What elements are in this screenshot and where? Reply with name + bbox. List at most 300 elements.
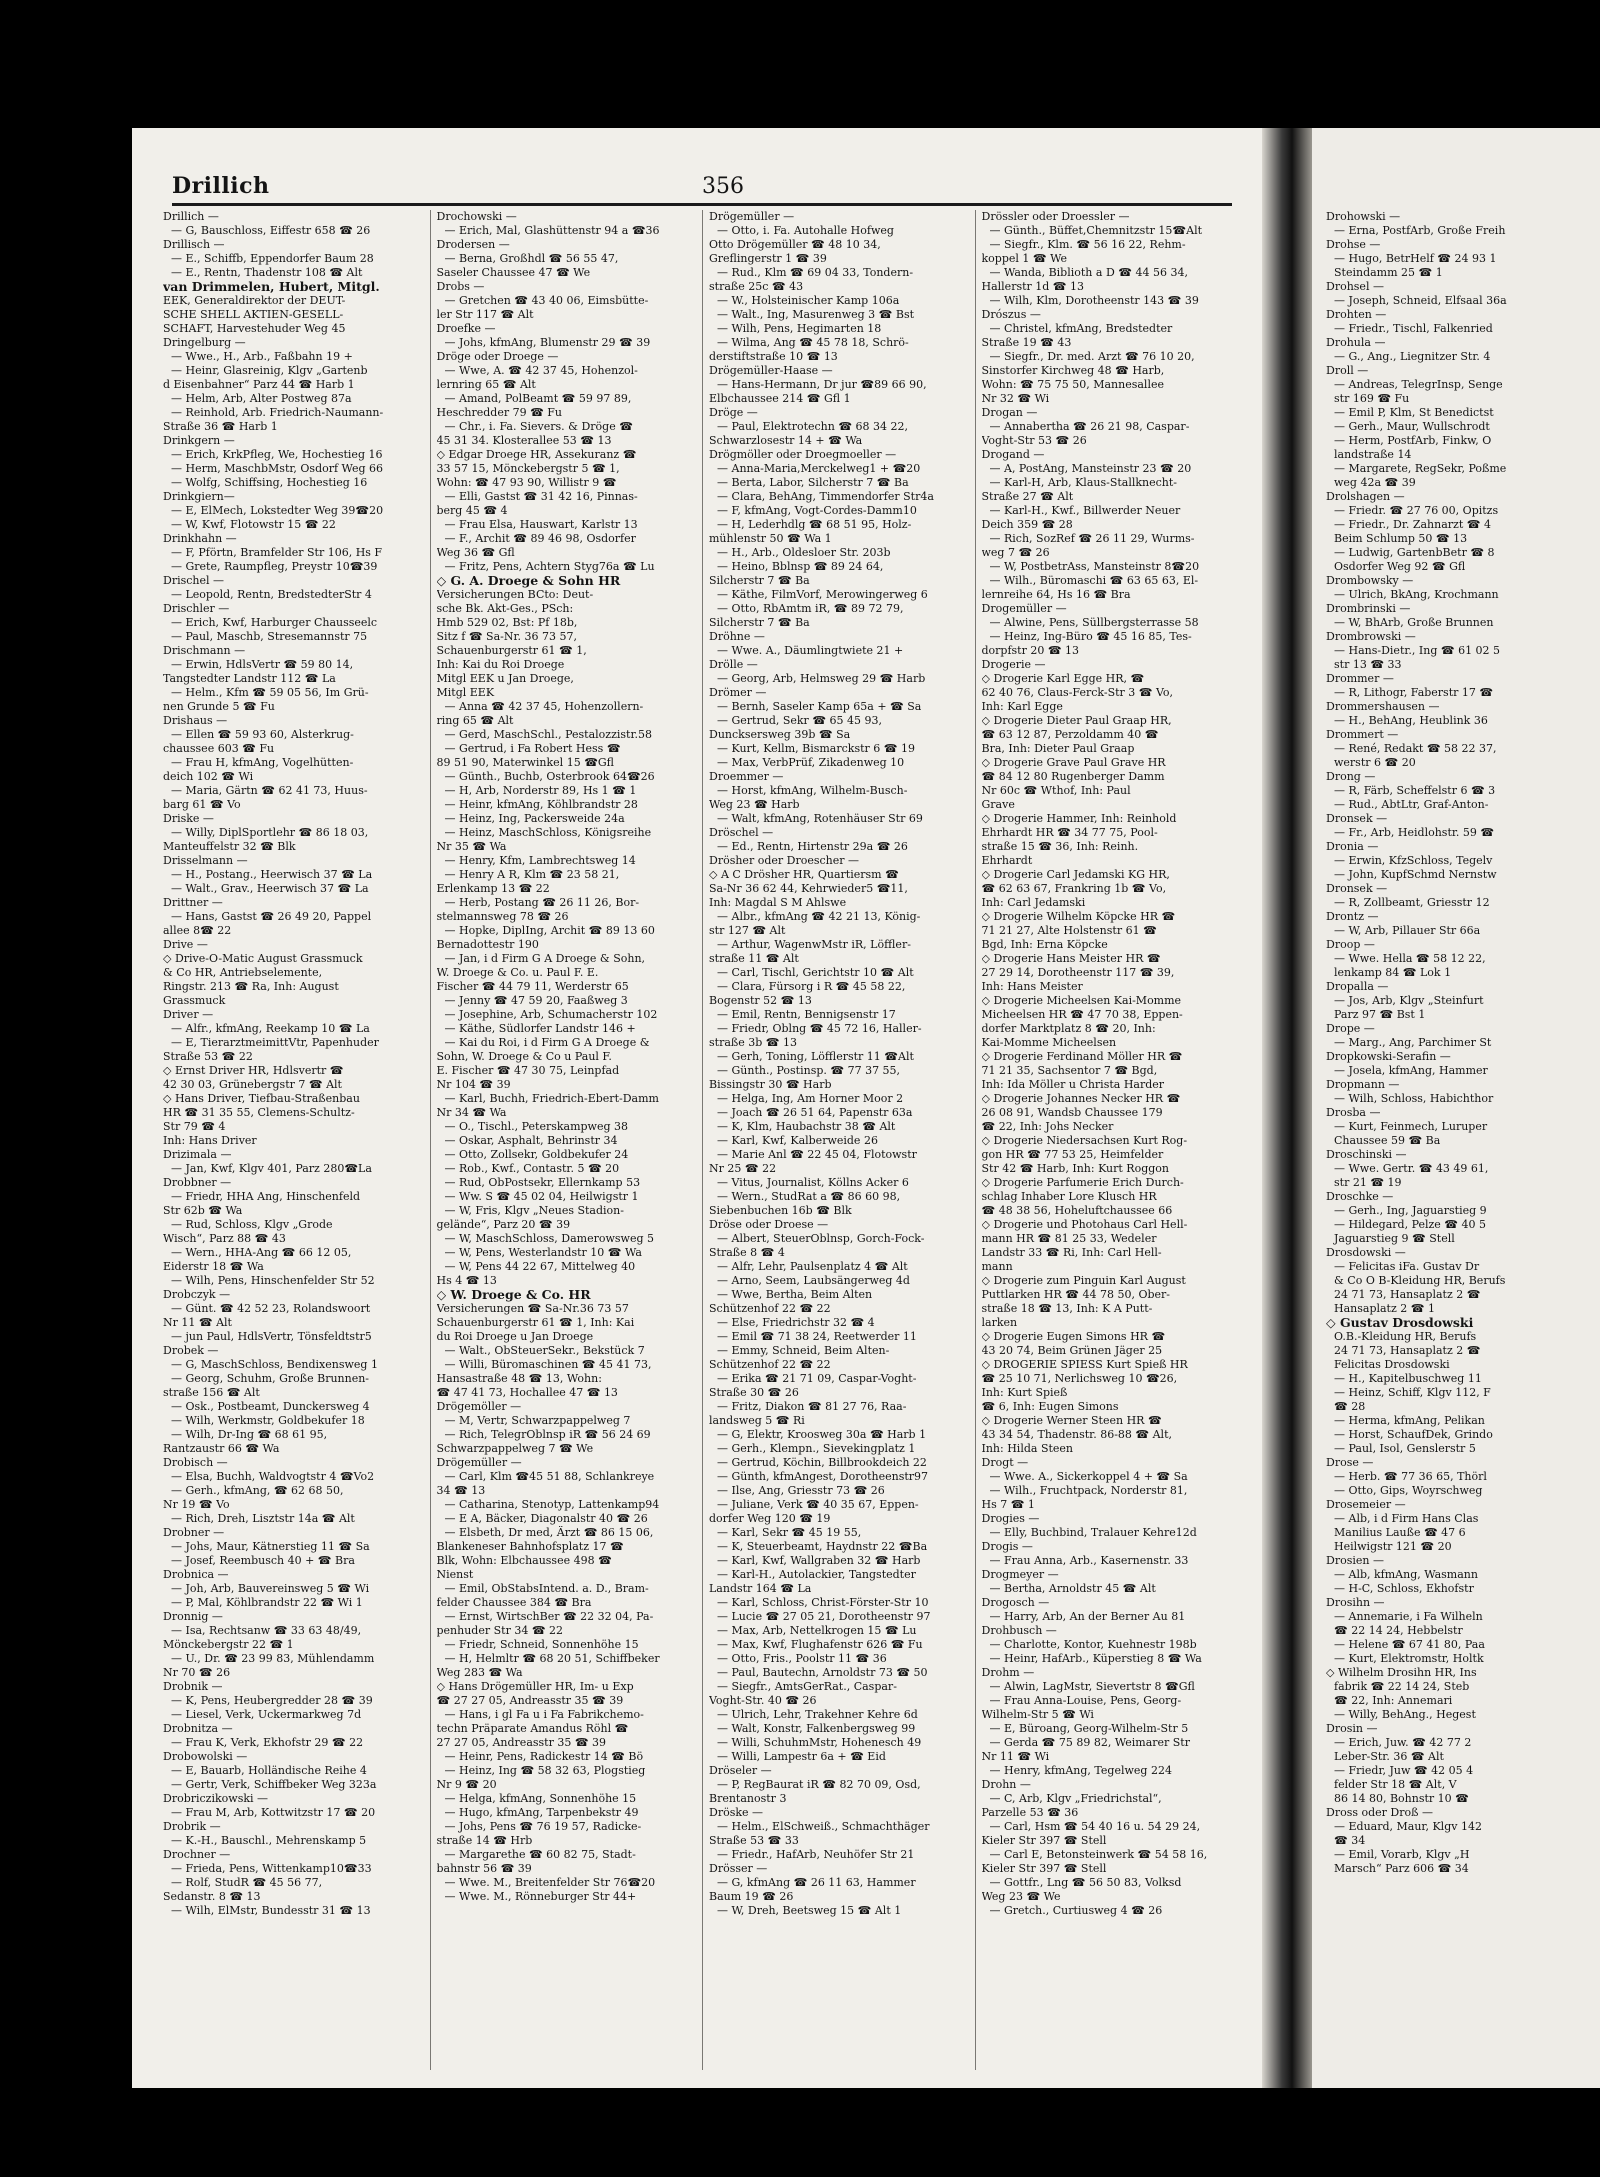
directory-entry-line: Nr 34 ☎ Wa	[436, 1106, 507, 1119]
directory-entry-line: — Rud, Schloss, Klgv „Grode	[171, 1218, 333, 1231]
directory-entry-line: — Clara, Fürsorg i R ☎ 45 58 22,	[717, 980, 906, 993]
directory-entry-line: Manteuffelstr 32 ☎ Blk	[163, 840, 296, 853]
directory-entry-line: — Wwe. A., Sickerkoppel 4 + ☎ Sa	[989, 1470, 1188, 1483]
directory-columns	[157, 210, 1247, 2070]
directory-entry-line: — Gertrud, i Fa Robert Hess ☎	[444, 742, 621, 755]
right-entry-line: landstraße 14	[1334, 448, 1412, 461]
right-entry-line: weg 42a ☎ 39	[1334, 476, 1416, 489]
directory-entry-line: Nienst	[436, 1568, 474, 1581]
right-entry-line: — R, Lithogr, Faberstr 17 ☎	[1334, 686, 1494, 699]
directory-entry-line: — Walt, Konstr, Falkenbergsweg 99	[717, 1722, 916, 1735]
right-entry-line: Drontz —	[1326, 910, 1379, 923]
right-entry-line: Manilius Lauße ☎ 47 6	[1334, 1526, 1466, 1539]
directory-entry-line: Drodersen —	[436, 238, 510, 251]
right-entry-line: Beim Schlump 50 ☎ 13	[1334, 532, 1468, 545]
directory-entry-line: — Paul, Elektrotechn ☎ 68 34 22,	[717, 420, 909, 433]
directory-entry-line: — Marie Anl ☎ 22 45 04, Flotowstr	[717, 1148, 917, 1161]
directory-entry-line: — Isa, Rechtsanw ☎ 33 63 48/49,	[171, 1624, 362, 1637]
directory-entry-line: Nr 70 ☎ 26	[163, 1666, 231, 1679]
directory-entry-line: Dronnig —	[163, 1610, 223, 1623]
right-entry-line: Drosemeier —	[1326, 1498, 1406, 1511]
right-entry-line: — John, KupfSchmd Nernstw	[1334, 868, 1497, 881]
directory-entry-line: Otto Drögemüller ☎ 48 10 34,	[709, 238, 881, 251]
right-entry-line: Drosba —	[1326, 1106, 1381, 1119]
right-entry-line: Drosdowski —	[1326, 1246, 1406, 1259]
right-directory-page	[1312, 128, 1600, 2088]
directory-entry-line: — Wwe. A., Däumlingtwiete 21 +	[717, 644, 904, 657]
directory-entry-line: Str 79 ☎ 4	[163, 1120, 226, 1133]
directory-entry-line: — Paul, Bautechn, Arnoldstr 73 ☎ 50	[717, 1666, 928, 1679]
directory-entry-line: — Frau Anna, Arb., Kasernenstr. 33	[989, 1554, 1189, 1567]
right-entry-line: Dronia —	[1326, 840, 1379, 853]
right-entry-line: — H., BehAng, Heublink 36	[1334, 714, 1488, 727]
right-entry-line: Dronsek —	[1326, 812, 1388, 825]
directory-entry-line: berg 45 ☎ 4	[436, 504, 508, 517]
directory-entry-line: penhuder Str 34 ☎ 22	[436, 1624, 564, 1637]
right-entry-line: — Andreas, TelegrInsp, Senge	[1334, 378, 1503, 391]
directory-entry-line: barg 61 ☎ Vo	[163, 798, 241, 811]
directory-entry-line: — W, Kwf, Flotowstr 15 ☎ 22	[171, 518, 336, 531]
right-entry-line: Drohsel —	[1326, 280, 1384, 293]
directory-entry-line: Drögmöller oder Droegmoeller —	[709, 448, 897, 461]
directory-entry-line: — Otto, Zollsekr, Goldbekufer 24	[444, 1148, 629, 1161]
directory-entry-line: Drillich —	[163, 210, 219, 223]
directory-entry-line: Driske —	[163, 812, 214, 825]
directory-entry-line: Drochner —	[163, 1848, 231, 1861]
right-entry-line: Chaussee 59 ☎ Ba	[1334, 1134, 1441, 1147]
right-entry-line: Drolshagen —	[1326, 490, 1405, 503]
directory-entry-line: — Elsbeth, Dr med, Ärzt ☎ 86 15 06,	[444, 1526, 654, 1539]
directory-entry-line: — Berna, Großhdl ☎ 56 55 47,	[444, 252, 619, 265]
directory-entry-line: — Albr., kfmAng ☎ 42 21 13, König-	[717, 910, 921, 923]
directory-entry-line: 71 21 27, Alte Holstenstr 61 ☎	[981, 924, 1157, 937]
directory-entry-line: — Alfr., kfmAng, Reekamp 10 ☎ La	[171, 1022, 370, 1035]
directory-entry-line: 34 ☎ 13	[436, 1484, 486, 1497]
directory-entry-line: Drogies —	[981, 1512, 1040, 1525]
directory-entry-line: — Ellen ☎ 59 93 60, Alsterkrug-	[171, 728, 354, 741]
directory-entry-line: Deich 359 ☎ 28	[981, 518, 1073, 531]
right-entry-line: — Emil, Vorarb, Klgv „H	[1334, 1848, 1470, 1861]
directory-entry-line: 43 34 54, Thadenstr. 86-88 ☎ Alt,	[981, 1428, 1172, 1441]
directory-entry-line: — Amand, PolBeamt ☎ 59 97 89,	[444, 392, 632, 405]
directory-entry-line: Dröske —	[709, 1806, 764, 1819]
directory-entry-line: — H, Helmltr ☎ 68 20 51, Schiffbeker	[444, 1652, 660, 1665]
right-entry-line: Drohse —	[1326, 238, 1381, 251]
right-entry-line: Drosihn —	[1326, 1596, 1385, 1609]
right-entry-line: Felicitas Drosdowski	[1334, 1358, 1450, 1371]
directory-entry-line: Drohbusch —	[981, 1624, 1057, 1637]
directory-entry-line: Nr 11 ☎ Wi	[981, 1750, 1050, 1763]
directory-entry-line: Schützenhof 22 ☎ 22	[709, 1302, 831, 1315]
right-entry-line: — Emil P, Klm, St Benedictst	[1334, 406, 1494, 419]
right-entry-line: — Ulrich, BkAng, Krochmann	[1334, 588, 1499, 601]
directory-entry-line: — Rich, TelegrOblnsp iR ☎ 56 24 69	[444, 1428, 651, 1441]
directory-entry-line: — Frau M, Arb, Kottwitzstr 17 ☎ 20	[171, 1806, 376, 1819]
directory-entry-line: — Günth, kfmAngest, Dorotheenstr97	[717, 1470, 929, 1483]
directory-entry-line: Inh: Hilda Steen	[981, 1442, 1074, 1455]
directory-entry-line: — Berta, Labor, Silcherstr 7 ☎ Ba	[717, 476, 909, 489]
directory-entry-line: — Wern., HHA-Ang ☎ 66 12 05,	[171, 1246, 352, 1259]
directory-entry-line: Driver —	[163, 1008, 214, 1021]
directory-entry-line: derstiftstraße 10 ☎ 13	[709, 350, 838, 363]
directory-entry-line: — Karl, Kwf, Kalberweide 26	[717, 1134, 878, 1147]
directory-entry-line: Mönckebergstr 22 ☎ 1	[163, 1638, 294, 1651]
directory-entry-line: — Fritz, Pens, Achtern Styg76a ☎ Lu	[444, 560, 655, 573]
directory-entry-line: — Käthe, FilmVorf, Merowingerweg 6	[717, 588, 928, 601]
directory-entry-line: — Heinr, Pens, Radickestr 14 ☎ Bö	[444, 1750, 644, 1763]
right-entry-line: Heilwigstr 121 ☎ 20	[1334, 1540, 1452, 1553]
right-entry-line: Drommer —	[1326, 672, 1394, 685]
directory-entry-line: ☎ 63 12 87, Perzoldamm 40 ☎	[981, 728, 1159, 741]
directory-entry-line: straße 14 ☎ Hrb	[436, 1834, 533, 1847]
directory-entry-line: Hmb 529 02, Bst: Pf 18b,	[436, 616, 578, 629]
directory-entry-line: lernring 65 ☎ Alt	[436, 378, 536, 391]
directory-entry-line: Straße 8 ☎ 4	[709, 1246, 785, 1259]
directory-entry-line: — F, Pförtn, Bramfelder Str 106, Hs F	[171, 546, 383, 559]
right-entry-line: ☎ 22, Inh: Annemari	[1334, 1694, 1453, 1707]
directory-entry-line: Inh: Hans Meister	[981, 980, 1083, 993]
directory-entry-line: deich 102 ☎ Wi	[163, 770, 254, 783]
directory-entry-line: straße 15 ☎ 36, Inh: Reinh.	[981, 840, 1139, 853]
right-entry-line: — Herb. ☎ 77 36 65, Thörl	[1334, 1470, 1487, 1483]
directory-entry-line: — Osk., Postbeamt, Dunckersweg 4	[171, 1400, 370, 1413]
directory-entry-line: — G, kfmAng ☎ 26 11 63, Hammer	[717, 1876, 916, 1889]
directory-entry-line: mühlenstr 50 ☎ Wa 1	[709, 532, 832, 545]
directory-entry-line: — Lucie ☎ 27 05 21, Dorotheenstr 97	[717, 1610, 931, 1623]
directory-entry-line: — Max, VerbPrüf, Zikadenweg 10	[717, 756, 905, 769]
directory-entry-line: felder Chaussee 384 ☎ Bra	[436, 1596, 592, 1609]
directory-entry-line: ◇ Hans Drögemüller HR, Im- u Exp	[436, 1680, 634, 1693]
directory-entry-line: dorpfstr 20 ☎ 13	[981, 644, 1080, 657]
directory-entry-line: — Karl-H., Autolackier, Tangstedter	[717, 1568, 916, 1581]
directory-entry-line: Inh: Magdal S M Ahlswe	[709, 896, 847, 909]
directory-entry-line: ◇ Drogerie Wilhelm Köpcke HR ☎	[981, 910, 1176, 923]
directory-entry-line: Schwarzlosestr 14 + ☎ Wa	[709, 434, 863, 447]
right-entry-line: — Alb, i d Firm Hans Clas	[1334, 1512, 1479, 1525]
directory-entry-line: — Wern., StudRat a ☎ 86 60 98,	[717, 1190, 901, 1203]
directory-entry-line: — Gerh., Klempn., Sievekingplatz 1	[717, 1442, 916, 1455]
directory-entry-line: & Co HR, Antriebselemente,	[163, 966, 323, 979]
directory-entry-line: straße 18 ☎ 13, Inh: K A Putt-	[981, 1302, 1153, 1315]
directory-entry-line: ◇ Drive-O-Matic August Grassmuck	[163, 952, 363, 965]
right-entry-line: — Wwe. Hella ☎ 58 12 22,	[1334, 952, 1486, 965]
right-entry-line: — Paul, Isol, Genslerstr 5	[1334, 1442, 1476, 1455]
directory-entry-line: ◇ Drogerie Ferdinand Möller HR ☎	[981, 1050, 1183, 1063]
directory-entry-line: — Johs, kfmAng, Blumenstr 29 ☎ 39	[444, 336, 651, 349]
directory-entry-line: — Wilh., Fruchtpack, Norderstr 81,	[989, 1484, 1188, 1497]
directory-entry-line: Drobowolski —	[163, 1750, 248, 1763]
right-entry-line: — Wwe. Gertr. ☎ 43 49 61,	[1334, 1162, 1489, 1175]
directory-entry-line: Sitz f ☎ Sa-Nr. 36 73 57,	[436, 630, 577, 643]
directory-entry-line: — Erika ☎ 21 71 09, Caspar-Voght-	[717, 1372, 917, 1385]
directory-entry-line: Drishaus —	[163, 714, 228, 727]
directory-entry-line: chaussee 603 ☎ Fu	[163, 742, 275, 755]
directory-entry-line: Drószus —	[981, 308, 1041, 321]
right-entry-line: — Ludwig, GartenbBetr ☎ 8	[1334, 546, 1495, 559]
directory-entry-line: Drillisch —	[163, 238, 225, 251]
directory-entry-line: — Friedr, Schneid, Sonnenhöhe 15	[444, 1638, 639, 1651]
directory-entry-line: Weg 23 ☎ Harb	[709, 798, 800, 811]
directory-entry-line: koppel 1 ☎ We	[981, 252, 1068, 265]
directory-entry-line: sche Bk. Akt-Ges., PSch:	[436, 602, 574, 615]
right-entry-line: Drosien —	[1326, 1554, 1384, 1567]
right-entry-line: — Gerh., Maur, Wullschrodt	[1334, 420, 1490, 433]
directory-entry-line: — W, Pens 44 22 67, Mittelweg 40	[444, 1260, 636, 1273]
directory-entry-line: Drobisch —	[163, 1456, 228, 1469]
directory-entry-line: Hs 7 ☎ 1	[981, 1498, 1035, 1511]
directory-entry-line: Drögemöller —	[436, 1400, 522, 1413]
directory-entry-line: Dröhne —	[709, 630, 765, 643]
directory-entry-line: Baum 19 ☎ 26	[709, 1890, 794, 1903]
directory-entry-line: Droefke —	[436, 322, 496, 335]
directory-entry-line: — Heinz, Ing-Büro ☎ 45 16 85, Tes-	[989, 630, 1192, 643]
directory-entry-line: — Ilse, Ang, Griesstr 73 ☎ 26	[717, 1484, 885, 1497]
directory-entry-line: — Chr., i. Fa. Sievers. & Dröge ☎	[444, 420, 633, 433]
directory-entry-line: Kieler Str 397 ☎ Stell	[981, 1862, 1107, 1875]
directory-entry-line: Drohm —	[981, 1666, 1035, 1679]
directory-entry-line: ◇ DROGERIE SPIESS Kurt Spieß HR	[981, 1358, 1188, 1371]
directory-entry-line: — Liesel, Verk, Uckermarkweg 7d	[171, 1708, 362, 1721]
directory-entry-line: gelände“, Parz 20 ☎ 39	[436, 1218, 571, 1231]
directory-entry-line: — Gertrud, Köchin, Billbrookdeich 22	[717, 1456, 927, 1469]
directory-entry-line: — Rud., Klm ☎ 69 04 33, Tondern-	[717, 266, 914, 279]
directory-entry-line: 33 57 15, Mönckebergstr 5 ☎ 1,	[436, 462, 620, 475]
directory-entry-line: — Rud, ObPostsekr, Ellernkamp 53	[444, 1176, 641, 1189]
directory-entry-line: nen Grunde 5 ☎ Fu	[163, 700, 275, 713]
directory-entry-line: — Heinz, Ing ☎ 58 32 63, Plogstieg	[444, 1764, 646, 1777]
directory-entry-line: straße 25c ☎ 43	[709, 280, 804, 293]
directory-entry-line: — Wwe. M., Breitenfelder Str 76☎20	[444, 1876, 656, 1889]
directory-entry-line: — Wilh, Pens, Hinschenfelder Str 52	[171, 1274, 375, 1287]
right-entry-line: — Gerh., Ing, Jaguarstieg 9	[1334, 1204, 1487, 1217]
directory-entry-line: — A, PostAng, Mansteinstr 23 ☎ 20	[989, 462, 1192, 475]
directory-entry-line: Puttlarken HR ☎ 44 78 50, Ober-	[981, 1288, 1171, 1301]
directory-entry-line: — C, Arb, Klgv „Friedrichstal“,	[989, 1792, 1162, 1805]
directory-entry-line: — Karl-H, Arb, Klaus-Stallknecht-	[989, 476, 1178, 489]
right-entry-line: — G., Ang., Liegnitzer Str. 4	[1334, 350, 1491, 363]
directory-entry-line: — Helga, Ing, Am Horner Moor 2	[717, 1092, 904, 1105]
directory-entry-line: — Hans-Hermann, Dr jur ☎89 66 90,	[717, 378, 927, 391]
right-entry-line: — Hans-Dietr., Ing ☎ 61 02 5	[1334, 644, 1501, 657]
directory-entry-line: straße 156 ☎ Alt	[163, 1386, 260, 1399]
directory-entry-line: allee 8☎ 22	[163, 924, 232, 937]
right-entry-line: — Helene ☎ 67 41 80, Paa	[1334, 1638, 1485, 1651]
directory-entry-line: — Elli, Gastst ☎ 31 42 16, Pinnas-	[444, 490, 638, 503]
directory-entry-line: ◇ Ernst Driver HR, Hdlsvertr ☎	[163, 1064, 344, 1077]
right-entry-line: — Friedr, Juw ☎ 42 05 4	[1334, 1764, 1474, 1777]
directory-entry-line: Nr 104 ☎ 39	[436, 1078, 511, 1091]
directory-entry-line: — Ernst, WirtschBer ☎ 22 32 04, Pa-	[444, 1610, 654, 1623]
directory-entry-line: Ehrhardt	[981, 854, 1033, 867]
right-entry-line: Steindamm 25 ☎ 1	[1334, 266, 1443, 279]
directory-entry-line: Sedanstr. 8 ☎ 13	[163, 1890, 261, 1903]
directory-entry-line: ☎ 48 38 56, Hoheluftchaussee 66	[981, 1204, 1173, 1217]
right-entry-line: — W, Arb, Pillauer Str 66a	[1334, 924, 1481, 937]
directory-entry-line: — Wilh, Dr-Ing ☎ 68 61 95,	[171, 1428, 328, 1441]
directory-entry-line: — Frau Elsa, Hauswart, Karlstr 13	[444, 518, 638, 531]
directory-entry-line: Duncksersweg 39b ☎ Sa	[709, 728, 851, 741]
right-entry-line: 86 14 80, Bohnstr 10 ☎	[1334, 1792, 1469, 1805]
directory-entry-line: Ringstr. 213 ☎ Ra, Inh: August	[163, 980, 339, 993]
directory-entry-line: — Horst, kfmAng, Wilhelm-Busch-	[717, 784, 908, 797]
directory-entry-line: Saseler Chaussee 47 ☎ We	[436, 266, 591, 279]
directory-entry-line: Drögemüller-Haase —	[709, 364, 833, 377]
directory-entry-line: — Bertha, Arnoldstr 45 ☎ Alt	[989, 1582, 1156, 1595]
directory-entry-line: — P, Mal, Köhlbrandstr 22 ☎ Wi 1	[171, 1596, 363, 1609]
directory-entry-line: Dringelburg —	[163, 336, 246, 349]
running-head: Drillich	[172, 173, 270, 199]
directory-entry-line: — Heinz, MaschSchloss, Königsreihe	[444, 826, 652, 839]
right-entry-line: Drombowsky —	[1326, 574, 1414, 587]
directory-entry-line: — Arno, Seem, Laubsängerweg 4d	[717, 1274, 910, 1287]
directory-entry-line: — Gerh., kfmAng, ☎ 62 68 50,	[171, 1484, 344, 1497]
directory-entry-line: 43 20 74, Beim Grünen Jäger 25	[981, 1344, 1163, 1357]
right-entry-line: str 13 ☎ 33	[1334, 658, 1402, 671]
directory-entry-line: — Emmy, Schneid, Beim Alten-	[717, 1344, 890, 1357]
directory-entry-line: — H, Arb, Norderstr 89, Hs 1 ☎ 1	[444, 784, 637, 797]
right-entry-line: — Fr., Arb, Heidlohstr. 59 ☎	[1334, 826, 1495, 839]
directory-entry-line: Kieler Str 397 ☎ Stell	[981, 1834, 1107, 1847]
directory-entry-line: Hallerstr 1d ☎ 13	[981, 280, 1085, 293]
directory-entry-line: du Roi Droege u Jan Droege	[436, 1330, 594, 1343]
directory-entry-line: Drive —	[163, 938, 208, 951]
directory-entry-line: ◇ Drogerie zum Pinguin Karl August	[981, 1274, 1186, 1287]
directory-entry-line: 45 31 34. Klosterallee 53 ☎ 13	[436, 434, 612, 447]
directory-entry-line: Schauenburgerstr 61 ☎ 1, Inh: Kai	[436, 1316, 635, 1329]
directory-entry-line: Straße 19 ☎ 43	[981, 336, 1072, 349]
directory-entry-line: — Jenny ☎ 47 59 20, Faaßweg 3	[444, 994, 628, 1007]
directory-entry-line: — Johs, Pens ☎ 76 19 57, Radicke-	[444, 1820, 642, 1833]
directory-entry-line: — Herm, MaschbMstr, Osdorf Weg 66	[171, 462, 384, 475]
directory-entry-line: Drobnitza —	[163, 1722, 233, 1735]
directory-entry-line: Tangstedter Landstr 112 ☎ La	[163, 672, 336, 685]
directory-entry-line: bahnstr 56 ☎ 39	[436, 1862, 532, 1875]
directory-entry-line: ring 65 ☎ Alt	[436, 714, 514, 727]
directory-entry-line: — Gretch., Curtiusweg 4 ☎ 26	[989, 1904, 1163, 1917]
right-entry-line: ☎ 34	[1334, 1834, 1366, 1847]
directory-entry-line: ◇ Drogerie Hammer, Inh: Reinhold	[981, 812, 1177, 825]
right-entry-line: Osdorfer Weg 92 ☎ Gfl	[1334, 560, 1466, 573]
right-entry-line: Drose —	[1326, 1456, 1374, 1469]
right-entry-line: Droop —	[1326, 938, 1375, 951]
directory-entry-line: Inh: Kai du Roi Droege	[436, 658, 565, 671]
directory-entry-line: Bogenstr 52 ☎ 13	[709, 994, 812, 1007]
directory-entry-line: — H., Postang., Heerwisch 37 ☎ La	[171, 868, 373, 881]
directory-entry-line: — Margarethe ☎ 60 82 75, Stadt-	[444, 1848, 636, 1861]
right-entry-line: — Kurt, Elektromstr, Holtk	[1334, 1652, 1484, 1665]
directory-entry-line: ◇ Drogerie Micheelsen Kai-Momme	[981, 994, 1182, 1007]
directory-entry-line: SCHAFT, Harvestehuder Weg 45	[163, 322, 346, 335]
directory-entry-line: Drogemüller —	[981, 602, 1067, 615]
right-entry-line: — Friedr. ☎ 27 76 00, Opitzs	[1334, 504, 1499, 517]
directory-entry-line: 27 27 05, Andreasstr 35 ☎ 39	[436, 1736, 607, 1749]
directory-entry-line: — Christel, kfmAng, Bredstedter	[989, 322, 1173, 335]
directory-entry-line: — Hopke, DiplIng, Archit ☎ 89 13 60	[444, 924, 655, 937]
left-directory-page	[132, 128, 1262, 2088]
directory-entry-line: — Rich, SozRef ☎ 26 11 29, Wurms-	[989, 532, 1195, 545]
directory-entry-line: — K, Steuerbeamt, Haydnstr 22 ☎Ba	[717, 1540, 928, 1553]
directory-entry-line: d Eisenbahner“ Parz 44 ☎ Harb 1	[163, 378, 355, 391]
right-entry-line: — Kurt, Feinmech, Luruper	[1334, 1120, 1488, 1133]
directory-entry-line: — F., Archit ☎ 89 46 98, Osdorfer	[444, 532, 636, 545]
directory-entry-line: Sohn, W. Droege & Co u Paul F.	[436, 1050, 612, 1063]
right-entry-line: — Wilh, Schloss, Habichthor	[1334, 1092, 1494, 1105]
right-entry-line: — Jos, Arb, Klgv „Steinfurt	[1334, 994, 1484, 1007]
directory-entry-line: — Siegfr., Dr. med. Arzt ☎ 76 10 20,	[989, 350, 1195, 363]
directory-entry-line: — Ulrich, Lehr, Trakehner Kehre 6d	[717, 1708, 918, 1721]
directory-entry-line: ◇ Drogerie Werner Steen HR ☎	[981, 1414, 1162, 1427]
directory-entry-line: — Annabertha ☎ 26 21 98, Caspar-	[989, 420, 1190, 433]
directory-entry-line: Str 42 ☎ Harb, Inh: Kurt Roggon	[981, 1162, 1169, 1175]
right-entry-line: & Co O B-Kleidung HR, Berufs	[1334, 1274, 1506, 1287]
directory-entry-line: Sinstorfer Kirchweg 48 ☎ Harb,	[981, 364, 1165, 377]
right-entry-line: — Horst, SchaufDek, Grindo	[1334, 1428, 1493, 1441]
directory-entry-line: — Carl, Tischl, Gerichtstr 10 ☎ Alt	[717, 966, 914, 979]
right-entry-line: 24 71 73, Hansaplatz 2 ☎	[1334, 1288, 1481, 1301]
directory-entry-line: straße 3b ☎ 13	[709, 1036, 797, 1049]
directory-entry-line: — E A, Bäcker, Diagonalstr 40 ☎ 26	[444, 1512, 648, 1525]
directory-entry-line: Straße 27 ☎ Alt	[981, 490, 1074, 503]
directory-entry-line: lernreihe 64, Hs 16 ☎ Bra	[981, 588, 1131, 601]
directory-entry-line: Versicherungen BCto: Deut-	[436, 588, 594, 601]
directory-entry-line: — W., Holsteinischer Kamp 106a	[717, 294, 900, 307]
directory-entry-line: Nr 25 ☎ 22	[709, 1162, 777, 1175]
directory-entry-line: 89 51 90, Materwinkel 15 ☎Gfl	[436, 756, 615, 769]
directory-entry-line: ◇ A C Drösher HR, Quartiersm ☎	[709, 868, 899, 881]
directory-entry-line: — Heinr, kfmAng, Köhlbrandstr 28	[444, 798, 638, 811]
directory-entry-line: Nr 32 ☎ Wi	[981, 392, 1050, 405]
directory-entry-line: 62 40 76, Claus-Ferck-Str 3 ☎ Vo,	[981, 686, 1174, 699]
directory-entry-line: HR ☎ 31 35 55, Clemens-Schultz-	[163, 1106, 355, 1119]
right-entry-line: Drohula —	[1326, 336, 1386, 349]
directory-entry-line: Versicherungen ☎ Sa-Nr.36 73 57	[436, 1302, 629, 1315]
directory-entry-line: Siebenbuchen 16b ☎ Blk	[709, 1204, 852, 1217]
directory-entry-line: — Elsa, Buchh, Waldvogtstr 4 ☎Vo2	[171, 1470, 375, 1483]
directory-entry-line: dorfer Weg 120 ☎ 19	[709, 1512, 831, 1525]
directory-entry-line: — Frau K, Verk, Ekhofstr 29 ☎ 22	[171, 1736, 364, 1749]
directory-entry-line: Drobriczikowski —	[163, 1792, 269, 1805]
directory-entry-line: — Clara, BehAng, Timmendorfer Str4a	[717, 490, 934, 503]
directory-entry-line: Drischler —	[163, 602, 230, 615]
directory-entry-line: Bra, Inh: Dieter Paul Graap	[981, 742, 1135, 755]
directory-entry-line: — Gertrud, Sekr ☎ 65 45 93,	[717, 714, 882, 727]
right-entry-line: Parz 97 ☎ Bst 1	[1334, 1008, 1426, 1021]
directory-entry-line: Drösser —	[709, 1862, 768, 1875]
directory-entry-line: — Wolfg, Schiffsing, Hochestieg 16	[171, 476, 368, 489]
directory-entry-line: stelmannsweg 78 ☎ 26	[436, 910, 569, 923]
right-entry-line: Drommershausen —	[1326, 700, 1440, 713]
right-entry-line: — Friedr., Dr. Zahnarzt ☎ 4	[1334, 518, 1491, 531]
directory-entry-line: W. Droege & Co. u. Paul F. E.	[436, 966, 599, 979]
directory-entry-line: Nr 60c ☎ Wthof, Inh: Paul	[981, 784, 1131, 797]
right-entry-line: — Alb, kfmAng, Wasmann	[1334, 1568, 1478, 1581]
directory-entry-line: ☎ 47 41 73, Hochallee 47 ☎ 13	[436, 1386, 618, 1399]
directory-entry-line: Str 62b ☎ Wa	[163, 1204, 243, 1217]
directory-entry-line: techn Präparate Amandus Röhl ☎	[436, 1722, 629, 1735]
directory-entry-line: — Gerd, MaschSchl., Pestalozzistr.58	[444, 728, 652, 741]
directory-entry-line: Voght-Str. 40 ☎ 26	[709, 1694, 817, 1707]
directory-entry-line: — Fritz, Diakon ☎ 81 27 76, Raa-	[717, 1400, 907, 1413]
directory-entry-line: — G, Bauschloss, Eiffestr 658 ☎ 26	[171, 224, 371, 237]
directory-entry-line: — Wwe, Bertha, Beim Alten	[717, 1288, 873, 1301]
directory-entry-line: — Kai du Roi, i d Firm G A Droege &	[444, 1036, 650, 1049]
directory-entry-line: — Gerda ☎ 75 89 82, Weimarer Str	[989, 1736, 1190, 1749]
directory-entry-line: — Johs, Maur, Kätnerstieg 11 ☎ Sa	[171, 1540, 370, 1553]
directory-entry-line: — Frau Anna-Louise, Pens, Georg-	[989, 1694, 1182, 1707]
directory-entry-line: — Georg, Schuhm, Große Brunnen-	[171, 1372, 370, 1385]
directory-entry-line: — Carl E, Betonsteinwerk ☎ 54 58 16,	[989, 1848, 1208, 1861]
directory-entry-line: — Willy, DiplSportlehr ☎ 86 18 03,	[171, 826, 369, 839]
